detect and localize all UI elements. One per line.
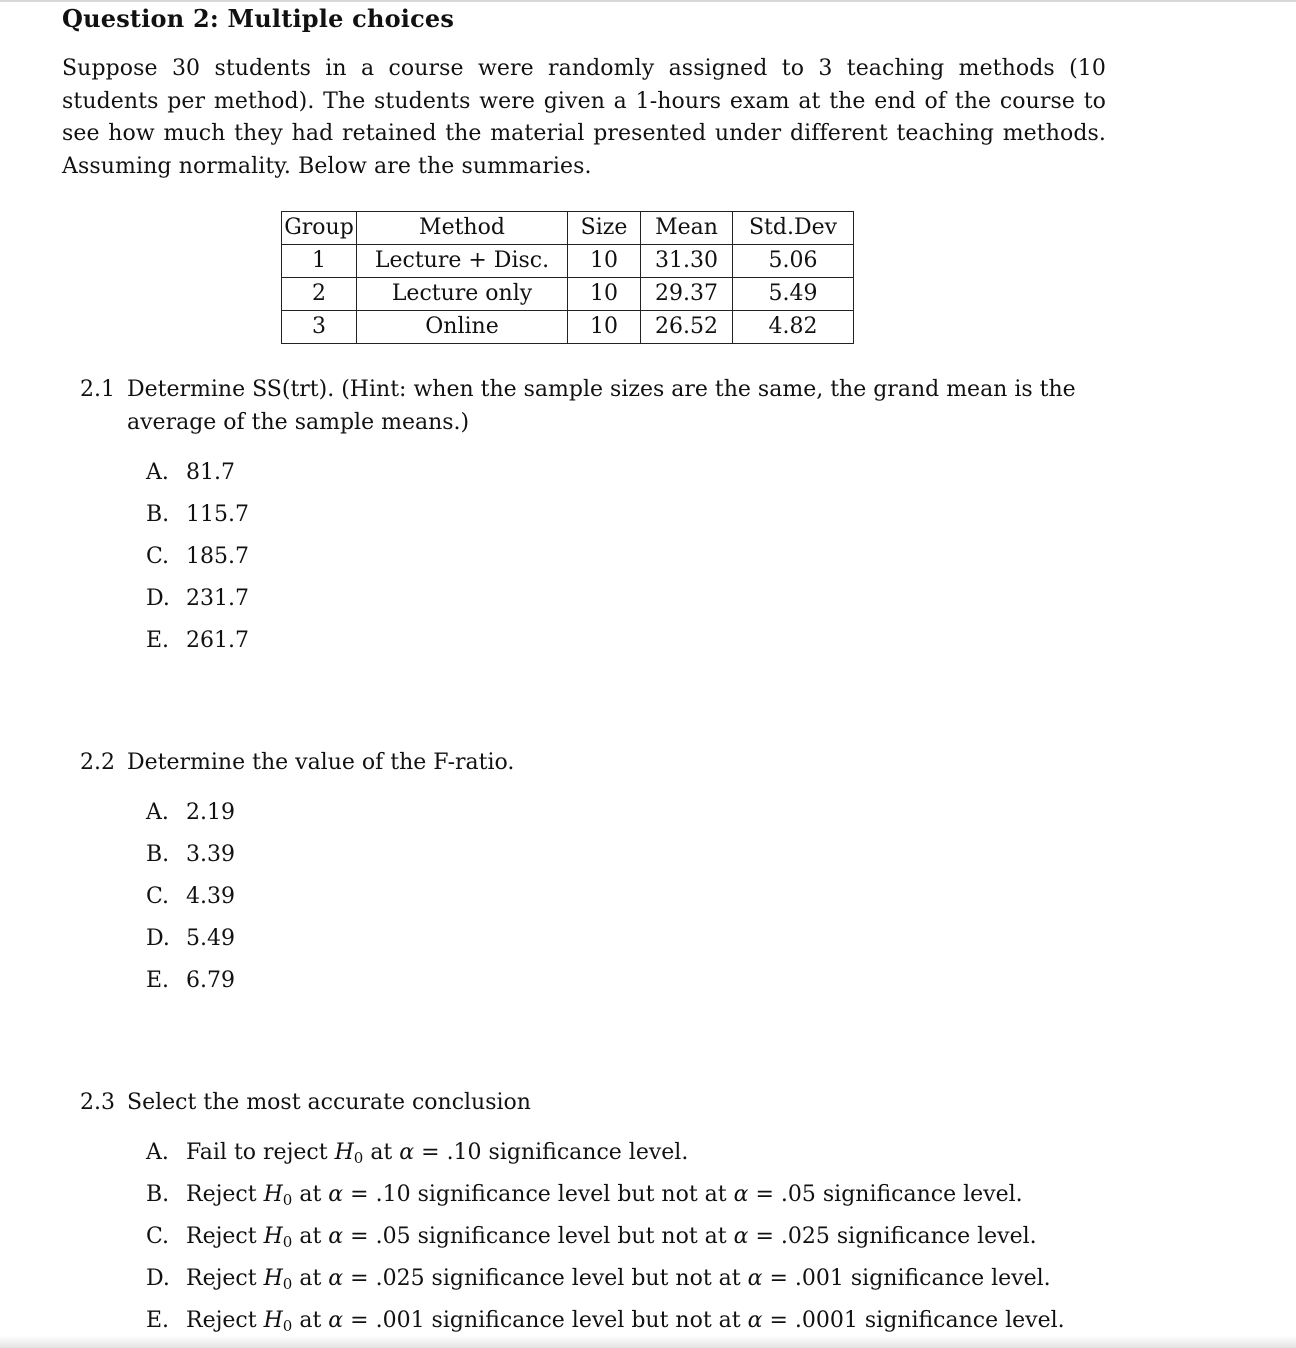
question-number: 2.1 bbox=[80, 377, 115, 402]
header-method: Method bbox=[357, 212, 568, 245]
option-e[interactable] bbox=[146, 968, 235, 993]
option-label: B. bbox=[146, 1182, 170, 1207]
option-label: A. bbox=[146, 460, 169, 485]
option-text: 2.19 bbox=[186, 800, 235, 825]
table-cell: 1 bbox=[282, 245, 357, 278]
question-number: 2.3 bbox=[80, 1090, 115, 1115]
null-hypothesis-symbol: $H_0$ bbox=[263, 1224, 293, 1251]
question-text-line-1: Determine SS(trt). (Hint: when the sample sizes are the same, the grand mean is the bbox=[127, 377, 1076, 402]
alpha-symbol: α bbox=[733, 1224, 749, 1249]
alpha-symbol: α bbox=[328, 1224, 344, 1249]
option-text: 81.7 bbox=[186, 460, 235, 485]
option-label: A. bbox=[146, 1140, 169, 1165]
option-level: = .001 significance level but not at bbox=[350, 1308, 741, 1333]
option-text: 261.7 bbox=[186, 628, 249, 653]
option-at: at bbox=[299, 1182, 322, 1207]
option-at: at bbox=[299, 1308, 322, 1333]
option-prefix: Reject bbox=[186, 1224, 257, 1249]
table-cell: Online bbox=[357, 311, 568, 344]
bottom-fade bbox=[0, 1335, 1296, 1348]
header-size: Size bbox=[568, 212, 641, 245]
question-2-2 bbox=[80, 746, 780, 782]
option-level: = .10 significance level. bbox=[421, 1140, 689, 1165]
option-label: D. bbox=[146, 586, 170, 611]
option-at: at bbox=[370, 1140, 393, 1165]
option-level: = .05 significance level but not at bbox=[350, 1224, 727, 1249]
option-c[interactable] bbox=[146, 1224, 1037, 1249]
option-label: C. bbox=[146, 884, 170, 909]
alpha-symbol: α bbox=[328, 1308, 344, 1333]
table-cell: 5.06 bbox=[733, 245, 854, 278]
table-cell: Lecture + Disc. bbox=[357, 245, 568, 278]
option-prefix: Reject bbox=[186, 1266, 257, 1291]
option-prefix: Reject bbox=[186, 1308, 257, 1333]
question-number: 2.2 bbox=[80, 750, 115, 775]
question-text-line-2: average of the sample means.) bbox=[127, 410, 470, 435]
table-cell: 5.49 bbox=[733, 278, 854, 311]
intro-paragraph bbox=[62, 53, 1106, 183]
table-header-row bbox=[282, 212, 854, 245]
alpha-symbol: α bbox=[328, 1182, 344, 1207]
null-hypothesis-symbol: $H_0$ bbox=[263, 1266, 293, 1293]
option-e[interactable] bbox=[146, 628, 249, 653]
option-c[interactable] bbox=[146, 544, 249, 569]
intro-line-1: Suppose 30 students in a course were randomly assigned to 3 teaching methods (10 students bbox=[62, 56, 1106, 114]
option-b[interactable] bbox=[146, 842, 235, 867]
option-prefix: Reject bbox=[186, 1182, 257, 1207]
option-label: C. bbox=[146, 1224, 170, 1249]
table-cell: 3 bbox=[282, 311, 357, 344]
table-cell: 2 bbox=[282, 278, 357, 311]
option-level-2: = .001 significance level. bbox=[769, 1266, 1051, 1291]
table-row bbox=[282, 311, 854, 344]
intro-line-4: normality. Below are the summaries. bbox=[178, 153, 592, 179]
header-group: Group bbox=[282, 212, 357, 245]
option-text: 4.39 bbox=[186, 884, 235, 909]
option-b[interactable] bbox=[146, 1182, 1023, 1207]
option-c[interactable] bbox=[146, 884, 235, 909]
option-a[interactable] bbox=[146, 1140, 688, 1165]
null-hypothesis-symbol: $H_0$ bbox=[334, 1140, 364, 1167]
option-d[interactable] bbox=[146, 586, 249, 611]
option-e[interactable] bbox=[146, 1308, 1065, 1333]
header-mean: Mean bbox=[641, 212, 733, 245]
alpha-symbol: α bbox=[747, 1308, 763, 1333]
table-cell: 10 bbox=[568, 311, 641, 344]
intro-line-3: much they had retained the material presented under different teaching methods. Assuming bbox=[62, 121, 1106, 179]
summary-table bbox=[281, 211, 854, 344]
table-cell: 4.82 bbox=[733, 311, 854, 344]
alpha-symbol: α bbox=[328, 1266, 344, 1291]
option-level-2: = .05 significance level. bbox=[755, 1182, 1023, 1207]
option-label: E. bbox=[146, 968, 170, 993]
option-text: 185.7 bbox=[186, 544, 249, 569]
option-level: = .025 significance level but not at bbox=[350, 1266, 741, 1291]
table-cell: Lecture only bbox=[357, 278, 568, 311]
option-text: 3.39 bbox=[186, 842, 235, 867]
table-row bbox=[282, 278, 854, 311]
intro-line-2: per method). The students were given a 1-hours exam at the end of the course to see how bbox=[62, 88, 1107, 146]
table-cell: 29.37 bbox=[641, 278, 733, 311]
question-title: Question 2: Multiple choices bbox=[62, 4, 455, 33]
option-a[interactable] bbox=[146, 460, 235, 485]
header-std-dev: Std.Dev bbox=[733, 212, 854, 245]
option-label: D. bbox=[146, 1266, 170, 1291]
table-cell: 10 bbox=[568, 278, 641, 311]
option-at: at bbox=[299, 1266, 322, 1291]
table-cell: 26.52 bbox=[641, 311, 733, 344]
option-d[interactable] bbox=[146, 1266, 1051, 1291]
option-label: C. bbox=[146, 544, 170, 569]
option-text: 6.79 bbox=[186, 968, 235, 993]
table-row bbox=[282, 245, 854, 278]
option-d[interactable] bbox=[146, 926, 235, 951]
option-label: D. bbox=[146, 926, 170, 951]
table-cell: 10 bbox=[568, 245, 641, 278]
option-a[interactable] bbox=[146, 800, 235, 825]
option-label: B. bbox=[146, 842, 170, 867]
option-at: at bbox=[299, 1224, 322, 1249]
option-prefix: Fail to reject bbox=[186, 1140, 328, 1165]
question-2-1 bbox=[80, 373, 1110, 443]
option-label: B. bbox=[146, 502, 170, 527]
option-label: E. bbox=[146, 1308, 170, 1333]
alpha-symbol: α bbox=[399, 1140, 415, 1165]
alpha-symbol: α bbox=[747, 1266, 763, 1291]
null-hypothesis-symbol: $H_0$ bbox=[263, 1182, 293, 1209]
question-text: Select the most accurate conclusion bbox=[127, 1090, 531, 1115]
option-text: 231.7 bbox=[186, 586, 249, 611]
question-text: Determine the value of the F-ratio. bbox=[127, 750, 515, 775]
option-text: 115.7 bbox=[186, 502, 249, 527]
option-label: E. bbox=[146, 628, 170, 653]
alpha-symbol: α bbox=[733, 1182, 749, 1207]
option-level: = .10 significance level but not at bbox=[350, 1182, 727, 1207]
option-label: A. bbox=[146, 800, 169, 825]
question-2-3 bbox=[80, 1086, 780, 1122]
table-cell: 31.30 bbox=[641, 245, 733, 278]
option-b[interactable] bbox=[146, 502, 249, 527]
option-level-2: = .0001 significance level. bbox=[769, 1308, 1065, 1333]
option-text: 5.49 bbox=[186, 926, 235, 951]
option-level-2: = .025 significance level. bbox=[755, 1224, 1037, 1249]
null-hypothesis-symbol: $H_0$ bbox=[263, 1308, 293, 1335]
